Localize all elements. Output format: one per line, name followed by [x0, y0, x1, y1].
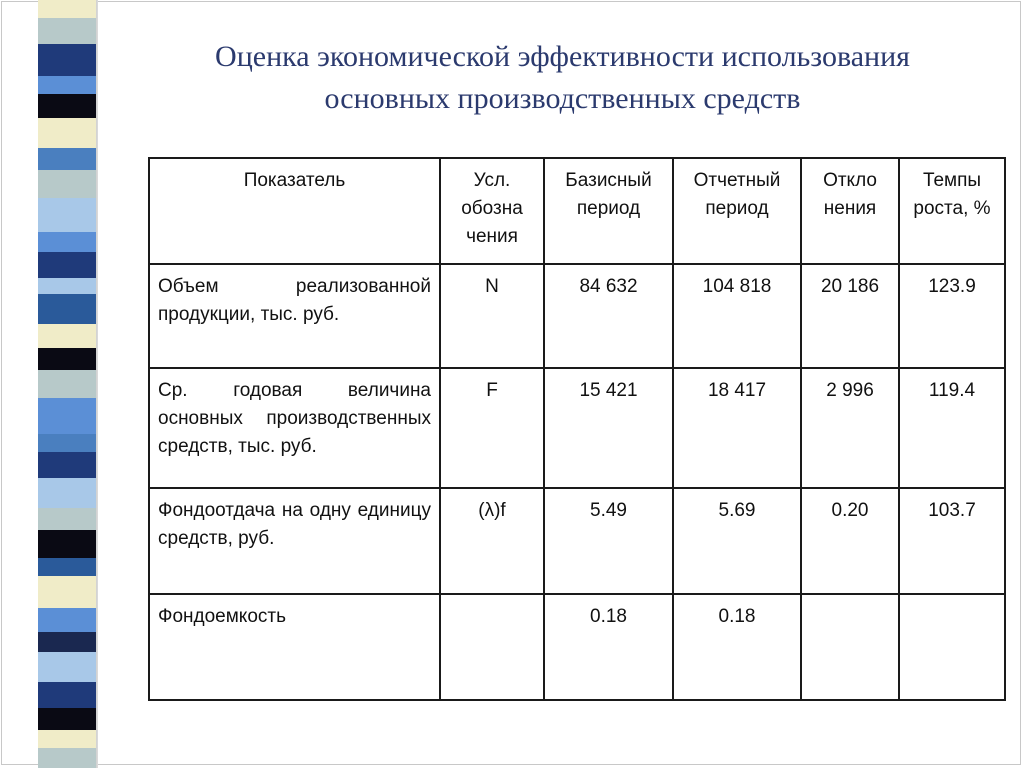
cell-deviation: 20 186 [801, 264, 899, 368]
decorative-stripe [38, 682, 96, 708]
cell-symbol: F [440, 368, 544, 488]
header-indicator: Показатель [149, 158, 440, 264]
title-line-2: основных производственных средств [324, 82, 801, 115]
decorative-stripe [38, 748, 96, 768]
table-row [149, 488, 1005, 594]
header-symbol: Усл. обозна чения [440, 158, 544, 264]
cell-indicator: Объем реализованной продукции, тыс. руб. [149, 264, 440, 368]
decorative-stripe [38, 232, 96, 252]
header-growth-rate: Темпы роста, % [899, 158, 1005, 264]
decorative-stripe [38, 44, 96, 76]
cell-indicator: Ср. годовая величина основных производственных средств, тыс. руб. [149, 368, 440, 488]
table-row [149, 264, 1005, 368]
decorative-stripe [38, 434, 96, 452]
decorative-stripe [38, 632, 96, 652]
decorative-stripe [38, 370, 96, 398]
cell-deviation: 0.20 [801, 488, 899, 594]
cell-base-period: 84 632 [544, 264, 673, 368]
table-row [149, 594, 1005, 700]
header-report-period: Отчетный период [673, 158, 801, 264]
decorative-stripe [38, 452, 96, 478]
header-base-period: Базисный период [544, 158, 673, 264]
cell-report-period: 0.18 [673, 594, 801, 700]
decorative-stripe [38, 708, 96, 730]
cell-report-period: 5.69 [673, 488, 801, 594]
decorative-stripe [38, 76, 96, 94]
cell-deviation [801, 594, 899, 700]
efficiency-table [148, 157, 1006, 701]
decorative-stripe [38, 0, 96, 18]
cell-indicator: Фондоотдача на одну единицу средств, руб. [149, 488, 440, 594]
decorative-stripe [38, 148, 96, 170]
slide-title [150, 36, 975, 120]
decorative-stripe [38, 294, 96, 324]
cell-growth-rate [899, 594, 1005, 700]
decorative-stripe [38, 730, 96, 748]
decorative-stripe [38, 348, 96, 370]
cell-report-period: 104 818 [673, 264, 801, 368]
decorative-stripe [38, 170, 96, 198]
decorative-stripe [38, 558, 96, 576]
decorative-stripe [38, 508, 96, 530]
decorative-stripe [38, 252, 96, 278]
cell-base-period: 0.18 [544, 594, 673, 700]
cell-report-period: 18 417 [673, 368, 801, 488]
decorative-stripe [38, 324, 96, 348]
cell-growth-rate: 103.7 [899, 488, 1005, 594]
decorative-stripe [38, 94, 96, 118]
decorative-stripe [38, 118, 96, 148]
decorative-stripe [38, 278, 96, 294]
cell-growth-rate: 119.4 [899, 368, 1005, 488]
cell-growth-rate: 123.9 [899, 264, 1005, 368]
cell-base-period: 5.49 [544, 488, 673, 594]
cell-symbol [440, 594, 544, 700]
decorative-stripe [38, 652, 96, 682]
decorative-stripe [38, 18, 96, 44]
cell-indicator: Фондоемкость [149, 594, 440, 700]
decorative-stripe [38, 398, 96, 434]
table-row [149, 368, 1005, 488]
cell-symbol: (λ)f [440, 488, 544, 594]
decorative-stripe [38, 198, 96, 232]
decorative-stripe [38, 478, 96, 508]
header-deviation: Откло нения [801, 158, 899, 264]
decorative-stripe [38, 530, 96, 558]
decorative-stripe [38, 608, 96, 632]
table-header-row [149, 158, 1005, 264]
cell-symbol: N [440, 264, 544, 368]
title-line-1: Оценка экономической эффективности использования [215, 40, 910, 73]
decorative-stripe-bar [38, 0, 98, 768]
stripe-shadow [96, 0, 98, 768]
decorative-stripe [38, 576, 96, 608]
cell-deviation: 2 996 [801, 368, 899, 488]
cell-base-period: 15 421 [544, 368, 673, 488]
